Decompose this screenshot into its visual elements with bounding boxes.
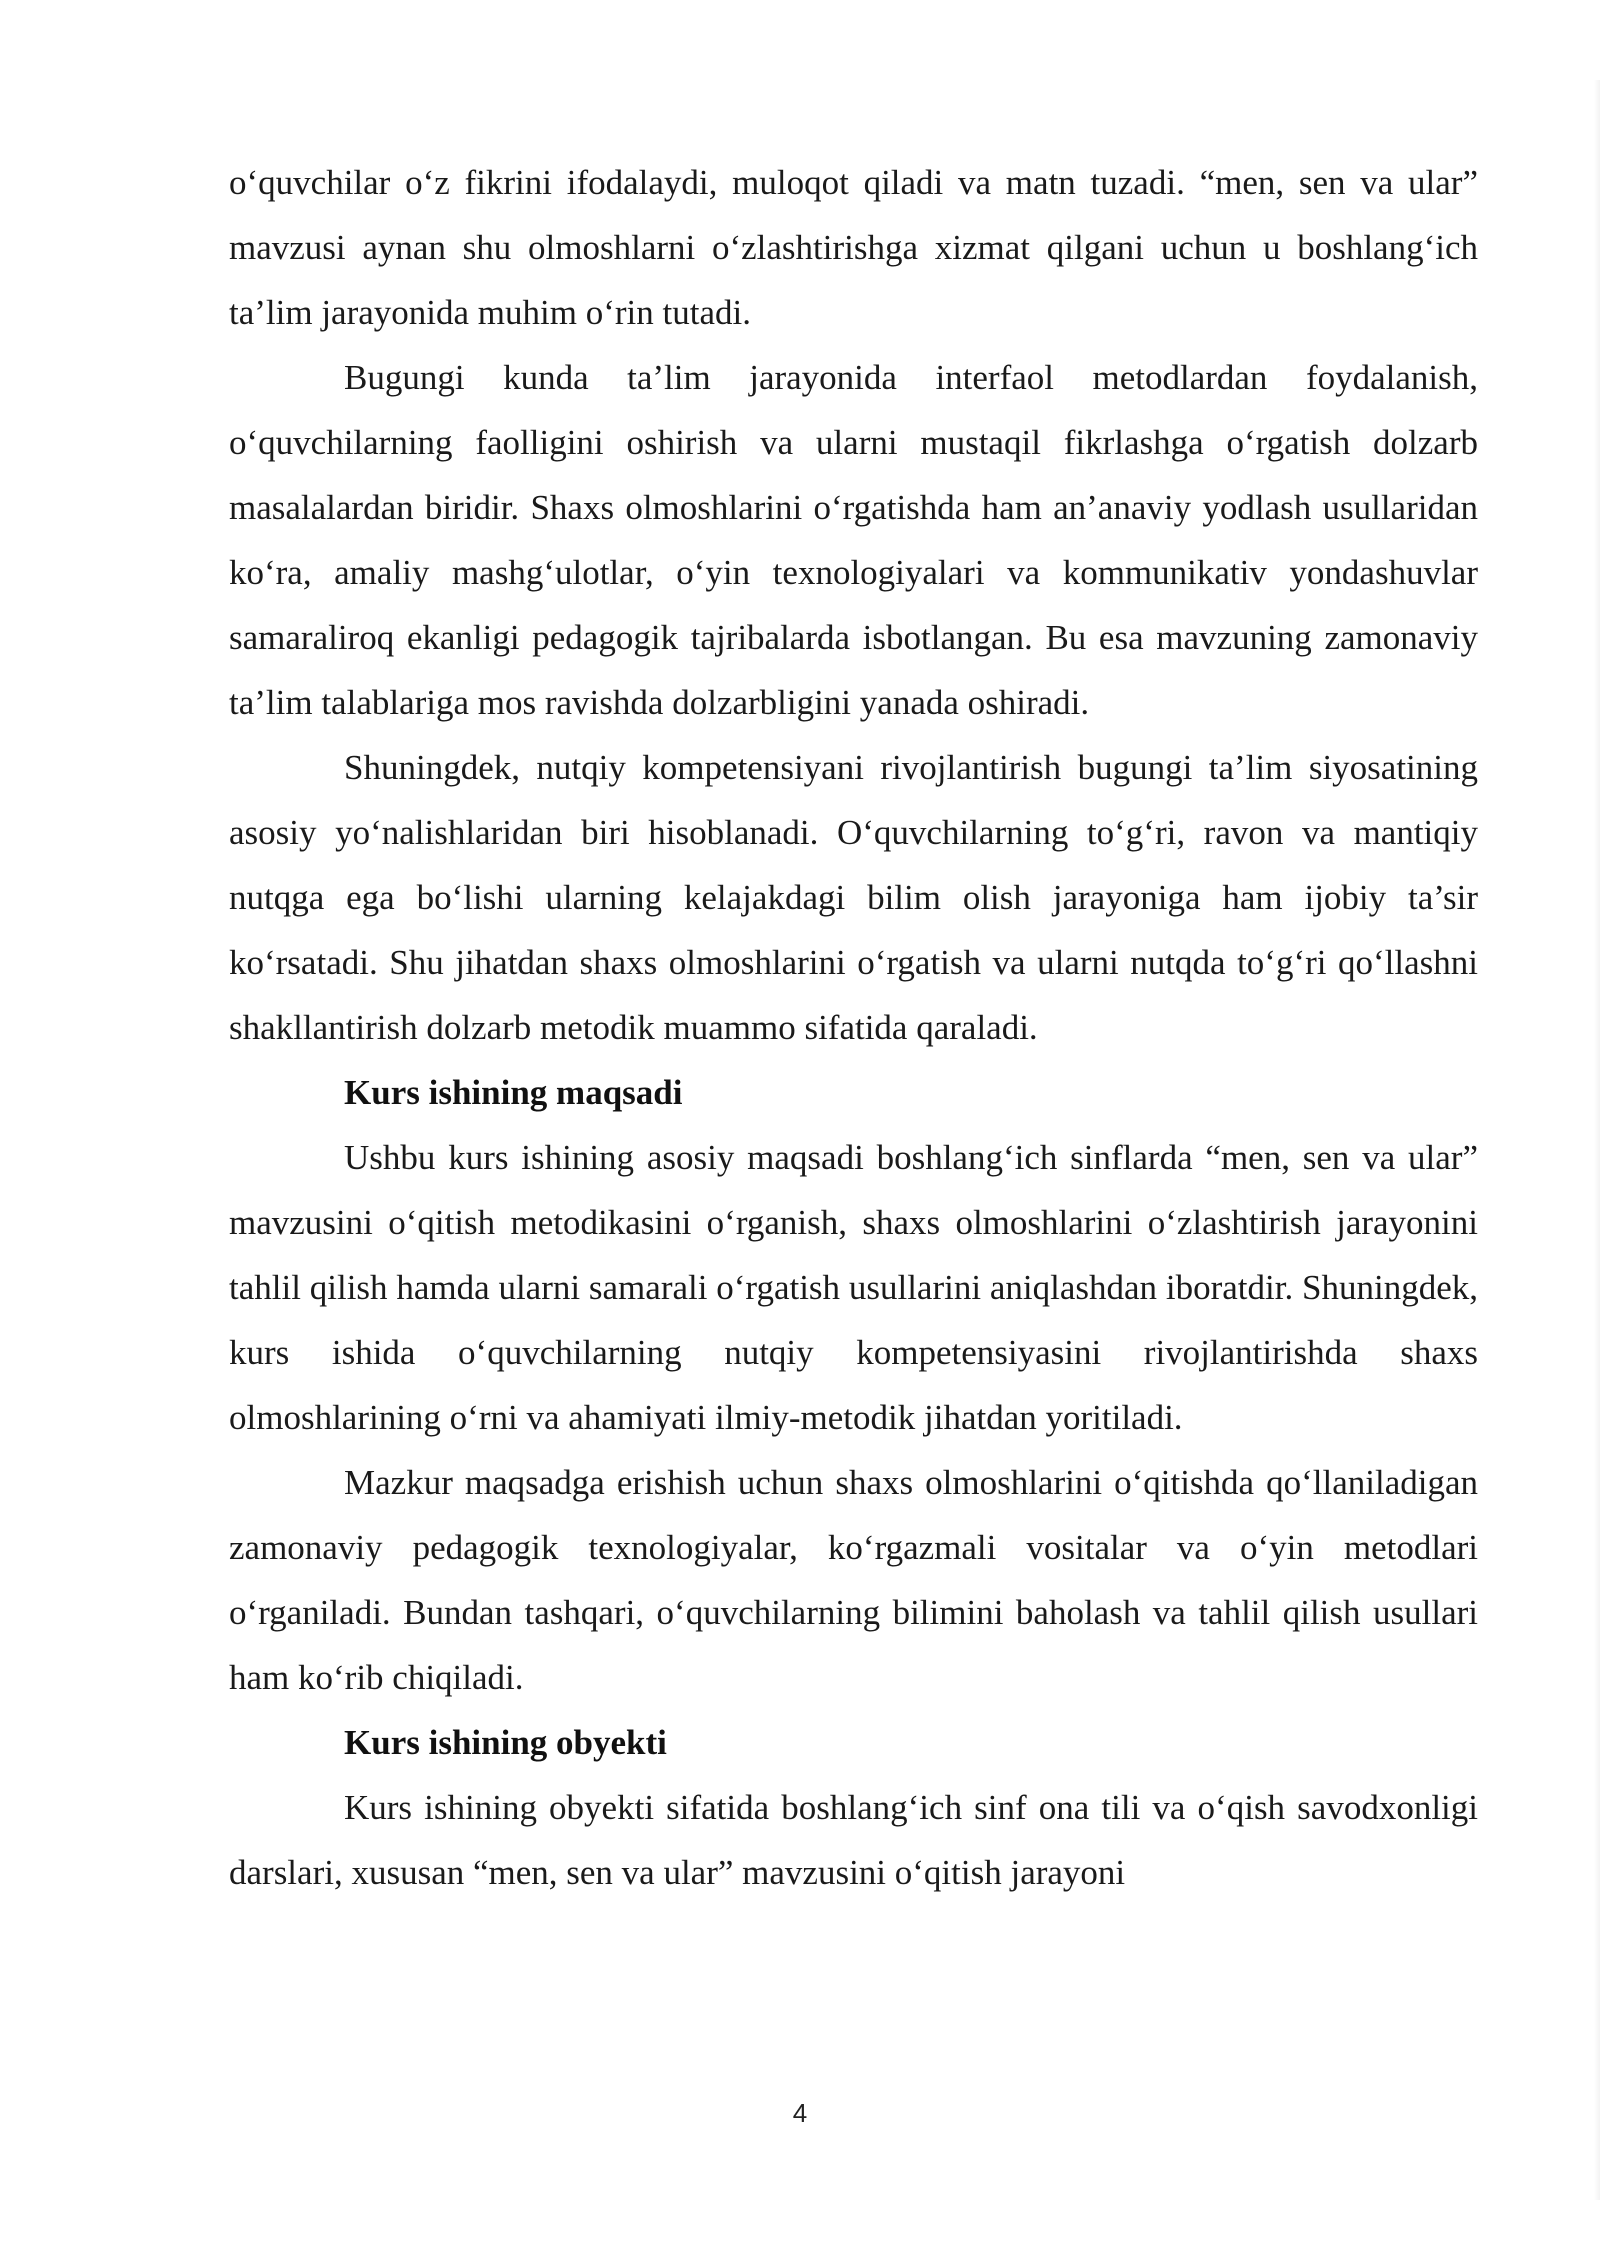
paragraph-goal-means: Mazkur maqsadga erishish uchun shaxs olmoshlarini o‘qitishda qo‘llaniladigan zamonaviy pedagogik texnologiyalar, ko‘rgazmali vositalar va o‘yin metodlari o‘rganiladi. Bundan tashqari, o‘quvchilarning bilimini baholash va tahlil qilish usullari ham ko‘rib chiqiladi. [229, 1463, 1478, 1697]
heading-course-goal: Kurs ishining maqsadi [344, 1073, 683, 1112]
paragraph-course-object: Kurs ishining obyekti sifatida boshlang‘ich sinf ona tili va o‘qish savodxonligi darslari, xususan “men, sen va ular” mavzusini o‘qitish jarayoni [229, 1788, 1478, 1892]
page-body [229, 150, 1478, 1905]
paragraph-continuation: o‘quvchilar o‘z fikrini ifodalaydi, muloqot qiladi va matn tuzadi. “men, sen va ular” mavzusi aynan shu olmoshlarni o‘zlashtirishga xizmat qilgani uchun u boshlang‘ich ta’lim jarayonida muhim o‘rin tutadi. [229, 163, 1478, 332]
paragraph-course-goal: Ushbu kurs ishining asosiy maqsadi boshlang‘ich sinflarda “men, sen va ular” mavzusini o‘qitish metodikasini o‘rganish, shaxs olmoshlarini o‘zlashtirish jarayonini tahlil qilish hamda ularni samarali o‘rgatish usullarini aniqlashdan iboratdir. Shuningdek, kurs ishida o‘quvchilarning nutqiy kompetensiyasini rivojlantirishda shaxs olmoshlarining o‘rni va ahamiyati ilmiy-metodik jihatdan yoritiladi. [229, 1138, 1478, 1437]
page-edge-shadow [1594, 80, 1600, 2200]
page-number: 4 [792, 2098, 808, 2128]
heading-course-object: Kurs ishining obyekti [344, 1723, 667, 1762]
paragraph-speech-competence: Shuningdek, nutqiy kompetensiyani rivojlantirish bugungi ta’lim siyosatining asosiy yo‘nalishlaridan biri hisoblanadi. O‘quvchilarning to‘g‘ri, ravon va mantiqiy nutqga ega bo‘lishi ularning kelajakdagi bilim olish jarayoniga ham ijobiy ta’sir ko‘rsatadi. Shu jihatdan shaxs olmoshlarini o‘rgatish va ularni nutqda to‘g‘ri qo‘llashni shakllantirish dolzarb metodik muammo sifatida qaraladi. [229, 748, 1478, 1047]
paragraph-interactive-methods: Bugungi kunda ta’lim jarayonida interfaol metodlardan foydalanish, o‘quvchilarning faolligini oshirish va ularni mustaqil fikrlashga o‘rgatish dolzarb masalalardan biridir. Shaxs olmoshlarini o‘rgatishda ham an’anaviy yodlash usullaridan ko‘ra, amaliy mashg‘ulotlar, o‘yin texnologiyalari va kommunikativ yondashuvlar samaraliroq ekanligi pedagogik tajribalarda isbotlangan. Bu esa mavzuning zamonaviy ta’lim talablariga mos ravishda dolzarbligini yanada oshiradi. [229, 358, 1478, 722]
